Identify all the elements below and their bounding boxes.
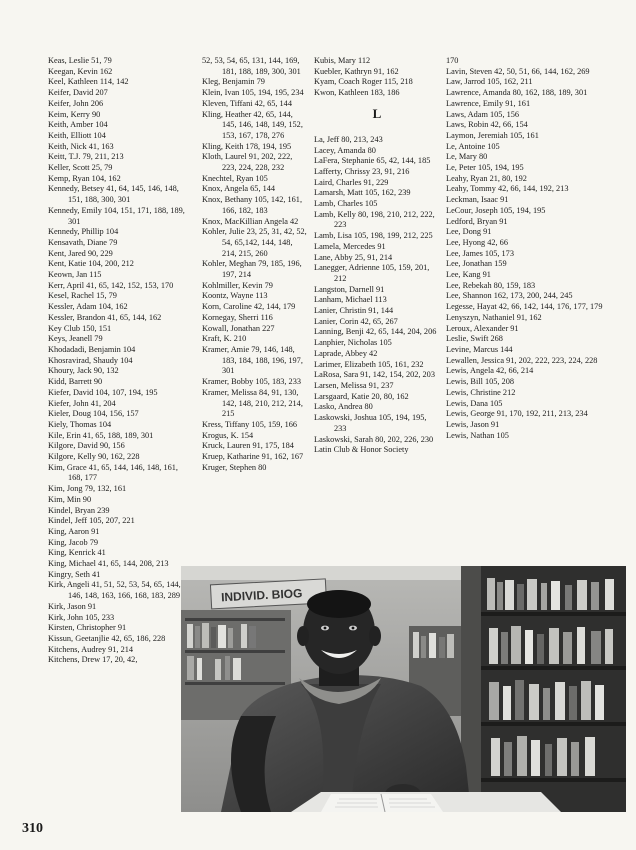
index-entry: Khodadadi, Benjamin 104 [48,344,136,354]
index-entry: Lewallen, Jessica 91, 202, 222, 223, 224, 228 [446,355,598,365]
index-entry: Kennedy, Emily 104, 151, 171, 188, 189, 301 [48,205,185,226]
index-entry: Kyam, Coach Roger 115, 218 [314,77,413,87]
index-entry: Kohler, Julie 23, 25, 31, 42, 52, 54, 65,142, 144, 148, 214, 215, 260 [202,227,307,258]
index-entry: Keifer, John 206 [48,98,104,108]
index-entry: Kissun, Geetanjlie 42, 65, 186, 228 [48,633,166,643]
index-entry: Korn, Caroline 42, 144, 179 [202,302,296,312]
index-entry: Kindel, Jeff 105, 207, 221 [48,516,135,526]
index-entry: Lee, James 105, 173 [446,248,514,258]
index-entry: Kent, Katie 104, 200, 212 [48,259,134,269]
library-photo-image [181,566,626,812]
index-entry: Larimer, Elizabeth 105, 161, 232 [314,359,424,369]
index-entry: Kessler, Adam 104, 162 [48,302,128,312]
index-entry: Klein, Ivan 105, 194, 195, 234 [202,88,304,98]
index-entry: Lanham, Michael 113 [314,295,387,305]
index-entry: Kramer, Bobby 105, 183, 233 [202,377,301,387]
index-entry: Kling, Heather 42, 65, 144, 145, 146, 148, 149, 152, 153, 167, 178, 276 [202,109,303,140]
index-entry: Lee, Rebekah 80, 159, 183 [446,280,536,290]
index-entry: Lane, Abby 25, 91, 214 [314,252,393,262]
index-entry: Kim, Min 90 [48,494,92,504]
index-entry: Keller, Scott 25, 79 [48,163,113,173]
index-entry: Ledford, Bryan 91 [446,216,508,226]
index-entry: LaRosa, Sara 91, 142, 154, 202, 203 [314,370,435,380]
index-entry: Laymon, Jeremiah 105, 161 [446,130,539,140]
index-entry: Lewis, Nathan 105 [446,430,509,440]
index-entry: Keim, Kerry 90 [48,109,101,119]
index-entry: Lanning, Benji 42, 65, 144, 204, 206 [314,327,437,337]
index-entry: Kitchens, Audrey 91, 214 [48,644,134,654]
index-entry: Levine, Marcus 144 [446,344,513,354]
index-entry: Kramer, Melissa 84, 91, 130, 142, 148, 210, 212, 214, 215 [202,387,303,419]
index-entry: Laskowski, Sarah 80, 202, 226, 230 [314,434,434,444]
library-photo [181,566,626,812]
index-entry: Kloth, Laurel 91, 202, 222, 223, 224, 228, 232 [202,152,293,173]
index-entry: LeCour, Joseph 105, 194, 195 [446,205,546,215]
index-entry: Larsgaard, Katie 20, 80, 162 [314,391,409,401]
index-entry: Legesse, Hayat 42, 66, 142, 144, 176, 177, 179 [446,302,603,312]
index-entry: Keel, Kathleen 114, 142 [48,77,129,87]
index-entry: Lavin, Steven 42, 50, 51, 66, 144, 162, 269 [446,66,590,76]
index-entry: Le, Peter 105, 194, 195 [446,163,524,173]
index-entry: Lenyszyn, Nathaniel 91, 162 [446,312,542,322]
index-entry: Laprade, Abbey 42 [314,348,378,358]
index-entry: King, Jacob 79 [48,537,99,547]
index-entry: Kim, Grace 41, 65, 144, 146, 148, 161, 168, 177 [48,462,178,483]
index-entry: Lanphier, Nicholas 105 [314,338,392,348]
index-entry: Kilgore, David 90, 156 [48,441,125,451]
index-column-3 [314,56,440,456]
index-entry: Kennedy, Betsey 41, 64, 145, 146, 148, 151, 188, 300, 301 [48,184,179,205]
index-entry: Knox, MacKillian Angela 42 [202,216,299,226]
index-entry: Kim, Jong 79, 132, 161 [48,484,127,494]
index-entry: Keith, Amber 104 [48,120,108,130]
index-entry: Lanier, Christin 91, 144 [314,306,394,316]
index-entry: Kirk, John 105, 233 [48,612,115,622]
index-entry: Kindel, Bryan 239 [48,505,110,515]
index-entry: Lawrence, Amanda 80, 162, 188, 189, 301 [446,88,588,98]
index-column-4 [446,56,608,441]
index-entry: Lee, Shannon 162, 173, 200, 244, 245 [446,291,573,301]
index-entry: Lee, Jonathan 159 [446,259,507,269]
index-entry: Kuebler, Kathryn 91, 162 [314,66,399,76]
index-entry: 170 [446,56,459,65]
index-entry: Kemp, Ryan 104, 162 [48,173,121,183]
index-entry: Kleg, Benjamin 79 [202,77,265,87]
index-column-2 [202,56,308,473]
index-entry: Kesel, Rachel 15, 79 [48,291,117,301]
index-entry: Lanegger, Adrienne 105, 159, 201, 212 [314,263,430,283]
index-entry: Leckman, Isaac 91 [446,195,509,205]
index-entry: LaFera, Stephanie 65, 42, 144, 185 [314,156,431,166]
index-entry: Lee, Dong 91 [446,227,492,237]
index-entry: King, Michael 41, 65, 144, 208, 213 [48,559,169,569]
index-entry: Lewis, George 91, 170, 192, 211, 213, 234 [446,409,588,419]
index-entry: Lasko, Andrea 80 [314,402,373,412]
index-entry: Lamela, Mercedes 91 [314,241,386,251]
index-entry: Kiely, Thomas 104 [48,419,112,429]
index-entry: Krogus, K. 154 [202,430,254,440]
index-entry: Lewis, Angela 42, 66, 214 [446,366,534,376]
index-entry: Kowall, Jonathan 227 [202,323,275,333]
index-entry: Keith, Nick 41, 163 [48,141,114,151]
index-entry: Lamb, Lisa 105, 198, 199, 212, 225 [314,231,433,241]
index-entry: Keith, Elliott 104 [48,130,106,140]
index-entry: Koontz, Wayne 113 [202,291,268,301]
index-entry: Kleven, Tiffani 42, 65, 144 [202,98,292,108]
index-entry: Kilgore, Kelly 90, 162, 228 [48,452,140,462]
index-entry: Kornegay, Sherri 116 [202,312,273,322]
index-entry: Kiefer, David 104, 107, 194, 195 [48,387,158,397]
index-entry: Kiefer, John 41, 204 [48,398,116,408]
section-letter-heading: L [372,105,382,121]
index-entry: Keys, Jeanell 79 [48,334,103,344]
index-entry: Kent, Jared 90, 229 [48,248,113,258]
index-entry: Keitt, T.J. 79, 211, 213 [48,152,124,162]
index-entry: Kruep, Katharine 91, 162, 167 [202,452,304,462]
index-entry: Leslie, Swift 268 [446,334,503,344]
index-entry: Keifer, David 207 [48,88,108,98]
index-entry: Khoury, Jack 90, 132 [48,366,119,376]
index-entry: Kidd, Barrett 90 [48,377,103,387]
index-entry: Knox, Angela 65, 144 [202,184,276,194]
index-entry: Lafferty, Chrissy 23, 91, 216 [314,166,410,176]
index-entry: Kingry, Seth 41 [48,569,101,579]
library-sign-text: INDIVID. BIOG [220,586,303,605]
index-entry: Lamb, Charles 105 [314,199,378,209]
index-entry: Lewis, Bill 105, 208 [446,377,514,387]
index-entry: Kensavath, Diane 79 [48,237,118,247]
index-entry: Kubis, Mary 112 [314,56,371,65]
index-entry: Leahy, Ryan 21, 80, 192 [446,173,527,183]
index-entry: Latin Club & Honor Society [314,445,409,455]
index-entry: Kramer, Amie 79, 146, 148, 183, 184, 188, 196, 197, 301 [202,344,303,376]
index-entry: Laws, Robin 42, 66, 154 [446,120,528,130]
index-entry: Laws, Adam 105, 156 [446,109,520,119]
index-entry: Kruck, Lauren 91, 175, 184 [202,441,294,451]
index-entry: Kieler, Doug 104, 156, 157 [48,409,139,419]
index-entry: Kling, Keith 178, 194, 195 [202,141,292,151]
index-entry: Laird, Charles 91, 229 [314,177,389,187]
index-entry: Lewis, Dana 105 [446,398,503,408]
index-entry: Keown, Jan 115 [48,270,102,280]
index-entry: Kraft, K. 210 [202,334,247,344]
index-entry: Lewis, Christine 212 [446,387,516,397]
index-entry: Key Club 150, 151 [48,323,112,333]
index-entry: Kohler, Meghan 79, 185, 196, 197, 214 [202,259,302,280]
index-entry: Lewis, Jason 91 [446,419,500,429]
index-entry: Knox, Bethany 105, 142, 161, 166, 182, 183 [202,195,303,215]
index-entry: Kwon, Kathleen 183, 186 [314,88,400,98]
index-entry: Langston, Darnell 91 [314,284,385,294]
page-number: 310 [22,821,43,836]
index-entry: Kile, Erin 41, 65, 188, 189, 301 [48,430,154,440]
index-entry: Keas, Leslie 51, 79 [48,56,112,65]
index-entry: Lanier, Corin 42, 65, 267 [314,316,398,326]
index-entry: Leahy, Tommy 42, 66, 144, 192, 213 [446,184,569,194]
index-entry: Laskowski, Joshua 105, 194, 195, 233 [314,413,427,433]
index-entry: King, Aaron 91 [48,526,100,536]
index-entry: Lamarsh, Matt 105, 162, 239 [314,188,411,198]
index-entry: Kerr, April 41, 65, 142, 152, 153, 170 [48,280,174,290]
index-entry: 52, 53, 54, 65, 131, 144, 169, 181, 188, 189, 300, 301 [202,56,301,76]
index-entry: Khosravirad, Shaudy 104 [48,355,133,365]
index-entry: Kirsten, Christopher 91 [48,623,127,633]
index-entry: Le, Mary 80 [446,152,488,162]
index-entry: Lacey, Amanda 80 [314,145,376,155]
index-entry: Kirk, Jason 91 [48,601,97,611]
index-entry: Keegan, Kevin 162 [48,66,113,76]
index-entry: Leroux, Alexander 91 [446,323,519,333]
index-entry: Lee, Hyong 42, 66 [446,237,508,247]
index-entry: King, Kenrick 41 [48,548,106,558]
index-entry: Lee, Kang 91 [446,270,491,280]
index-entry: Lamb, Kelly 80, 198, 210, 212, 222, 223 [314,209,435,230]
index-entry: Le, Antoine 105 [446,141,500,151]
index-column-1 [48,56,190,666]
index-entry: Knechtel, Ryan 105 [202,173,268,183]
index-entry: Kress, Tiffany 105, 159, 166 [202,419,298,429]
index-entry: Kohlmiller, Kevin 79 [202,280,273,290]
index-entry: Lawrence, Emily 91, 161 [446,98,531,108]
index-entry: Larsen, Melissa 91, 237 [314,380,394,390]
index-entry: Law, Jarrod 105, 162, 211 [446,77,533,87]
index-entry: Kitchens, Drew 17, 20, 42, [48,655,138,665]
index-entry: Kennedy, Phillip 104 [48,227,119,237]
index-entry: Kessler, Brandon 41, 65, 144, 162 [48,312,162,322]
index-entry: La, Jeff 80, 213, 243 [314,134,383,144]
index-entry: Kirk, Angeli 41, 51, 52, 53, 54, 65, 144, 146, 148, 163, 166, 168, 183, 289 [48,580,181,601]
index-entry: Kruger, Stephen 80 [202,462,267,472]
